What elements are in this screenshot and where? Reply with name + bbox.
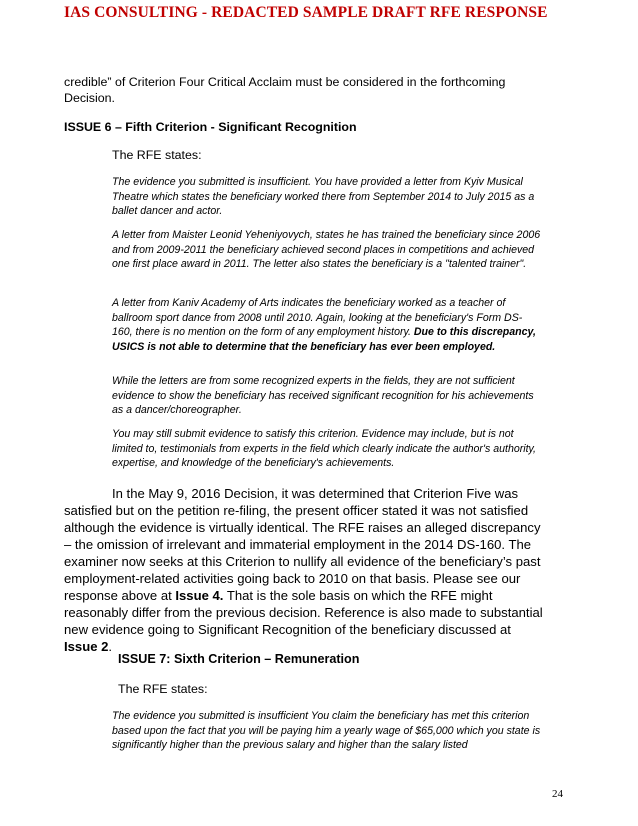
issue-6-quote-1: The evidence you submitted is insufficient. You have provided a letter from Kyiv Musical Theatre which states the beneficiary worked there from September 2014 to July 2015 as a ballet dancer and actor. [112, 176, 535, 217]
response-part-2: That is the sole basis on which the RFE might reasonably differ from the previous decision. Reference is also made to substantial new evidence going to Significant Recognition of the beneficiary discussed at [64, 588, 543, 637]
response-ref-issue-2: Issue 2 [64, 639, 109, 654]
intro-paragraph: credible” of Criterion Four Critical Acclaim must be considered in the forthcoming Decision. [64, 75, 506, 105]
issue-7-rfe-states: The RFE states: [118, 682, 208, 696]
response-ref-issue-4: Issue 4. [175, 588, 224, 603]
response-end: . [108, 639, 113, 654]
issue-6-quote-4: While the letters are from some recognized experts in the fields, they are not sufficient evidence to show the beneficiary has received significant recognition for his achievements as a dancer/choreographer. [112, 375, 534, 416]
response-part-1: In the May 9, 2016 Decision, it was determined that Criterion Five was satisfied but on the petition re-filing, the present officer stated it was not satisfied although the evidence is virtually identical. The RFE raises an alleged discrepancy – the omission of irrelevant and immaterial employment in the 2014 DS-160. The examiner now seeks at this Criterion to nullify all evidence of the beneficiary’s past employment-related activities going back to 2010 on that basis. Please see our response above at [64, 486, 541, 603]
quote-3-bold: Due to this discrepancy, USICS is not able to determine that the beneficiary has ever been employed. [112, 326, 536, 353]
issue-7-heading: ISSUE 7: Sixth Criterion – Remuneration [118, 652, 360, 666]
issue-6-quote-3 [112, 296, 542, 354]
issue-6-rfe-states: The RFE states: [112, 148, 202, 162]
document-header: IAS CONSULTING - REDACTED SAMPLE DRAFT RFE RESPONSE [64, 4, 548, 21]
quote-3-text: A letter from Kaniv Academy of Arts indicates the beneficiary worked as a teacher of ballroom sport dance from 2008 until 2010. Again, looking at the beneficiary's Form DS-160, there is no mention on the form of any employment history. [112, 297, 523, 338]
issue-6-quote-5: You may still submit evidence to satisfy this criterion. Evidence may include, but is not limited to, testimonials from experts in the field which clearly indicate the author's authority, expertise, and knowledge of the beneficiary's achievements. [112, 428, 537, 469]
issue-6-quote-2: A letter from Maister Leonid Yeheniyovych, states he has trained the beneficiary since 2006 and from 2009-2011 the beneficiary achieved second places in competitions and achieved one first place award in 2011. The letter also states the beneficiary is a "talented trainer". [112, 229, 541, 270]
issue-7-quote: The evidence you submitted is insufficient You claim the beneficiary has met this criterion based upon the fact that you will be paying him a yearly wage of $65,000 which you state is significantly higher than the previous salary and higher than the salary listed [112, 710, 541, 751]
issue-6-response [64, 485, 544, 655]
page-number: 24 [552, 788, 563, 800]
issue-6-heading: ISSUE 6 – Fifth Criterion - Significant Recognition [64, 120, 357, 134]
